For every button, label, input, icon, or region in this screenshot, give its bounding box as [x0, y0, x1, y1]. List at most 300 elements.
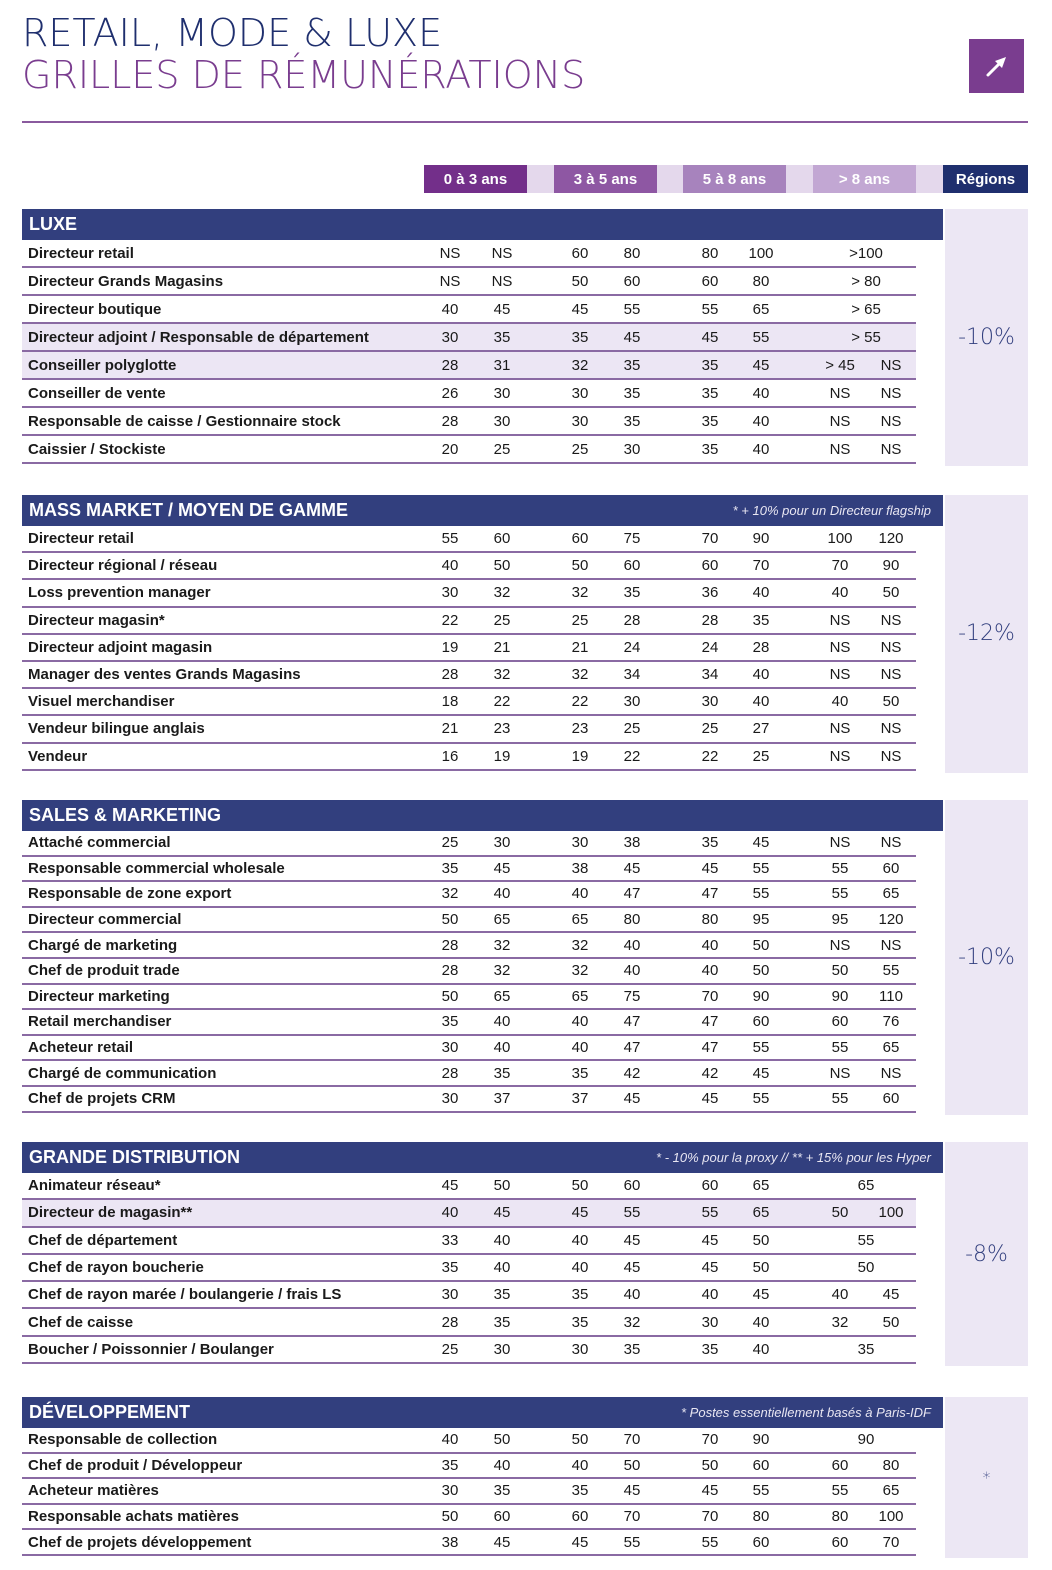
salary-value: 30	[571, 384, 589, 402]
salary-value-gt8: NS	[829, 834, 851, 852]
salary-value-gt8: 76	[882, 1013, 900, 1031]
section-title: LUXE	[29, 214, 78, 234]
salary-value-gt8: 65	[857, 1177, 875, 1195]
job-title: Manager des ventes Grands Magasins	[28, 666, 301, 684]
salary-value: 50	[441, 911, 459, 929]
job-title: Chef de projets CRM	[28, 1090, 176, 1108]
salary-value: 45	[493, 1533, 511, 1551]
job-title: Chef de département	[28, 1231, 178, 1249]
salary-value-gt8: NS	[829, 720, 851, 738]
salary-value: 70	[701, 1508, 719, 1526]
job-title: Directeur boutique	[28, 300, 162, 318]
table-row	[22, 380, 916, 408]
salary-value: 30	[623, 693, 641, 711]
salary-value: 55	[623, 300, 641, 318]
legend-3-5-ans: 3 à 5 ans	[554, 165, 657, 193]
salary-value: 22	[441, 611, 459, 629]
salary-value: 28	[441, 412, 459, 430]
salary-value: 20	[441, 440, 459, 458]
salary-value-gt8: 110	[879, 987, 903, 1005]
salary-value: 45	[623, 328, 641, 346]
salary-value: 80	[623, 911, 641, 929]
salary-value: 25	[441, 834, 459, 852]
salary-value: 80	[752, 272, 770, 290]
job-title: Responsable de collection	[28, 1431, 218, 1449]
salary-value: 28	[441, 666, 459, 684]
salary-value: 60	[571, 1508, 589, 1526]
salary-value: 32	[571, 936, 589, 954]
salary-value: 40	[571, 1456, 589, 1474]
table-row	[22, 352, 916, 380]
salary-value: 45	[571, 1533, 589, 1551]
table-row	[22, 985, 916, 1011]
table-row	[22, 882, 916, 908]
page-title	[22, 12, 585, 96]
region-adjustment: -8%	[945, 1142, 1028, 1366]
salary-value-gt8: 55	[882, 962, 900, 980]
salary-value: 40	[493, 1013, 511, 1031]
salary-value: 70	[752, 557, 770, 575]
job-title: Directeur retail	[28, 244, 134, 262]
salary-value: 60	[623, 557, 641, 575]
salary-value-gt8: 65	[882, 1482, 900, 1500]
salary-value: 75	[623, 987, 641, 1005]
table-row	[22, 662, 916, 689]
job-title: Attaché commercial	[28, 834, 171, 852]
salary-value: 35	[623, 412, 641, 430]
job-title: Acheteur matières	[28, 1482, 159, 1500]
table-row	[22, 436, 916, 464]
table-row	[22, 933, 916, 959]
salary-value: 65	[752, 1177, 770, 1195]
section-title: MASS MARKET / MOYEN DE GAMME	[29, 500, 349, 520]
salary-value: 40	[441, 557, 459, 575]
salary-value: 34	[623, 666, 641, 684]
salary-value-gt8: > 45	[825, 356, 855, 374]
table-row	[22, 959, 916, 985]
salary-value: 35	[623, 356, 641, 374]
job-title: Directeur marketing	[28, 987, 170, 1005]
salary-value: 32	[441, 885, 459, 903]
legend-0-3-ans: 0 à 3 ans	[424, 165, 527, 193]
salary-value: 35	[441, 1456, 459, 1474]
salary-value-gt8: 35	[857, 1340, 875, 1358]
salary-value-gt8: 90	[882, 557, 900, 575]
salary-value: 90	[752, 530, 770, 548]
salary-value: 37	[493, 1090, 511, 1108]
table-row	[22, 608, 916, 635]
section-rows	[22, 831, 916, 1113]
salary-value: 28	[752, 638, 770, 656]
salary-value: 28	[623, 611, 641, 629]
job-title: Directeur régional / réseau	[28, 557, 218, 575]
salary-value: 65	[493, 911, 511, 929]
section-0	[22, 209, 1028, 464]
salary-value-gt8: 65	[882, 1039, 900, 1057]
salary-value: 32	[571, 666, 589, 684]
header-divider	[22, 121, 1028, 123]
salary-value: 28	[441, 962, 459, 980]
salary-value-gt8: 100	[878, 1508, 904, 1526]
salary-value: 45	[623, 1090, 641, 1108]
salary-value: 60	[752, 1456, 770, 1474]
salary-value-gt8: 50	[882, 1313, 900, 1331]
salary-value: 33	[441, 1231, 459, 1249]
salary-value: 50	[752, 936, 770, 954]
salary-value: 50	[701, 1456, 719, 1474]
salary-value-gt8: NS	[880, 412, 902, 430]
salary-value-gt8: 60	[831, 1456, 849, 1474]
region-adjustment: *	[945, 1397, 1028, 1558]
salary-value: 35	[701, 1340, 719, 1358]
title-line-2: GRILLES DE RÉMUNÉRATIONS	[22, 53, 586, 97]
salary-value: 45	[493, 300, 511, 318]
section-footnote: * Postes essentiellement basés à Paris-IDF	[681, 1405, 931, 1420]
salary-value: 38	[571, 859, 589, 877]
salary-value-gt8: 80	[831, 1508, 849, 1526]
salary-value: 60	[701, 272, 719, 290]
job-title: Caissier / Stockiste	[28, 440, 166, 458]
salary-value-gt8: NS	[829, 384, 851, 402]
table-row	[22, 268, 916, 296]
job-title: Responsable de zone export	[28, 885, 232, 903]
salary-value: 40	[493, 1259, 511, 1277]
salary-value: 25	[493, 611, 511, 629]
salary-value: 21	[571, 638, 589, 656]
table-row	[22, 908, 916, 934]
arrow-up-right-icon[interactable]	[969, 39, 1024, 93]
salary-value: 32	[493, 936, 511, 954]
job-title: Chef de rayon boucherie	[28, 1259, 204, 1277]
salary-value-gt8: NS	[880, 440, 902, 458]
salary-value: 50	[441, 1508, 459, 1526]
salary-value: 40	[493, 885, 511, 903]
table-row	[22, 1036, 916, 1062]
salary-value: 38	[441, 1533, 459, 1551]
salary-value-gt8: 55	[831, 885, 849, 903]
salary-value: NS	[439, 244, 461, 262]
job-title: Animateur réseau*	[28, 1177, 161, 1195]
salary-value: 80	[623, 244, 641, 262]
salary-value-gt8: NS	[829, 638, 851, 656]
salary-value: 45	[701, 859, 719, 877]
salary-value: 30	[571, 412, 589, 430]
salary-value-gt8: 55	[831, 1039, 849, 1057]
salary-value: 40	[752, 412, 770, 430]
table-row	[22, 1428, 916, 1454]
salary-value: 40	[752, 1313, 770, 1331]
salary-value: 70	[701, 987, 719, 1005]
salary-value-gt8: NS	[880, 356, 902, 374]
salary-value: 100	[748, 244, 774, 262]
salary-value: 34	[701, 666, 719, 684]
salary-value-gt8: 95	[831, 911, 849, 929]
salary-value: 50	[571, 557, 589, 575]
salary-value: 31	[493, 356, 511, 374]
salary-value-gt8: 100	[878, 1204, 904, 1222]
table-row	[22, 1282, 916, 1309]
salary-value: 35	[493, 1286, 511, 1304]
salary-value: 35	[441, 859, 459, 877]
salary-value: 47	[701, 885, 719, 903]
salary-value-gt8: 40	[831, 1286, 849, 1304]
salary-value: 35	[493, 1313, 511, 1331]
legend-regions: Régions	[943, 165, 1028, 193]
salary-value: 40	[441, 1204, 459, 1222]
salary-value: 40	[441, 1431, 459, 1449]
salary-value: 75	[623, 530, 641, 548]
job-title: Vendeur	[28, 747, 88, 765]
salary-value: 65	[493, 987, 511, 1005]
salary-value: 28	[441, 1064, 459, 1082]
salary-value-gt8: > 65	[851, 300, 881, 318]
table-row	[22, 580, 916, 607]
salary-value: 47	[623, 1013, 641, 1031]
salary-value: 45	[752, 834, 770, 852]
section-header	[22, 1397, 943, 1428]
section-title: DÉVELOPPEMENT	[29, 1402, 191, 1422]
salary-value: 65	[571, 911, 589, 929]
salary-value: 90	[752, 1431, 770, 1449]
salary-value: 45	[701, 1231, 719, 1249]
job-title: Retail merchandiser	[28, 1013, 172, 1031]
salary-value: 25	[701, 720, 719, 738]
salary-value: NS	[491, 244, 513, 262]
salary-value: 45	[701, 328, 719, 346]
salary-value: 55	[752, 859, 770, 877]
job-title: Directeur retail	[28, 530, 134, 548]
salary-value: 19	[441, 638, 459, 656]
salary-value: 60	[493, 1508, 511, 1526]
salary-value: NS	[439, 272, 461, 290]
salary-value-gt8: 50	[882, 693, 900, 711]
salary-value: 55	[701, 300, 719, 318]
legend-gt-8-ans: > 8 ans	[813, 165, 916, 193]
section-title: GRANDE DISTRIBUTION	[29, 1147, 240, 1167]
salary-value: 55	[752, 1039, 770, 1057]
job-title: Responsable achats matières	[28, 1508, 239, 1526]
salary-value: 45	[441, 1177, 459, 1195]
salary-value: 40	[493, 1231, 511, 1249]
salary-value: 30	[441, 1286, 459, 1304]
job-title: Loss prevention manager	[28, 584, 211, 602]
section-rows	[22, 1428, 916, 1556]
salary-value: 50	[571, 272, 589, 290]
salary-value: 70	[623, 1508, 641, 1526]
salary-value: 40	[752, 440, 770, 458]
salary-value: 24	[701, 638, 719, 656]
table-row	[22, 1200, 916, 1227]
salary-value: 35	[623, 584, 641, 602]
job-title: Responsable commercial wholesale	[28, 859, 285, 877]
salary-value: 25	[623, 720, 641, 738]
salary-value-gt8: NS	[880, 611, 902, 629]
salary-value: 45	[752, 356, 770, 374]
job-title: Chef de rayon marée / boulangerie / frais LS	[28, 1286, 342, 1304]
salary-value: 45	[701, 1090, 719, 1108]
region-adjustment: -12%	[945, 495, 1028, 773]
salary-value: 60	[623, 1177, 641, 1195]
salary-value: 35	[441, 1259, 459, 1277]
salary-value: 60	[571, 244, 589, 262]
salary-value-gt8: NS	[880, 720, 902, 738]
salary-value: 25	[441, 1340, 459, 1358]
salary-value-gt8: 90	[831, 987, 849, 1005]
salary-value-gt8: 32	[831, 1313, 849, 1331]
salary-value: 30	[441, 328, 459, 346]
section-header	[22, 1142, 943, 1173]
salary-value: 35	[571, 1313, 589, 1331]
salary-value: 45	[571, 300, 589, 318]
salary-value: 45	[571, 1204, 589, 1222]
salary-value: 19	[571, 747, 589, 765]
table-row	[22, 1173, 916, 1200]
salary-value: 45	[623, 1482, 641, 1500]
job-title: Chef de projets développement	[28, 1533, 252, 1551]
table-row	[22, 408, 916, 436]
salary-value-gt8: 50	[831, 962, 849, 980]
salary-value: 65	[752, 1204, 770, 1222]
salary-value-gt8: 120	[878, 911, 904, 929]
salary-value: 45	[623, 1231, 641, 1249]
experience-legend	[424, 165, 1028, 193]
salary-value: 36	[701, 584, 719, 602]
salary-value: 25	[493, 440, 511, 458]
salary-value-gt8: >100	[849, 244, 883, 262]
job-title: Directeur adjoint / Responsable de département	[28, 328, 369, 346]
salary-value: 22	[571, 693, 589, 711]
arrow-glyph-icon	[982, 51, 1012, 81]
salary-value: 40	[623, 1286, 641, 1304]
table-row	[22, 1061, 916, 1087]
salary-value-gt8: 100	[827, 530, 853, 548]
section-footnote: * - 10% pour la proxy // ** + 15% pour les Hyper	[656, 1150, 931, 1165]
section-3	[22, 1142, 1028, 1364]
salary-value: 70	[701, 530, 719, 548]
salary-value-gt8: NS	[880, 384, 902, 402]
salary-value: 35	[571, 1064, 589, 1082]
salary-value: 35	[701, 834, 719, 852]
table-row	[22, 526, 916, 553]
salary-value: 32	[571, 962, 589, 980]
table-row	[22, 744, 916, 771]
region-adjustment: -10%	[945, 800, 1028, 1115]
section-rows	[22, 1173, 916, 1364]
table-row	[22, 1479, 916, 1505]
salary-value: 50	[493, 1431, 511, 1449]
salary-value: 40	[752, 693, 770, 711]
salary-value: 23	[493, 720, 511, 738]
table-row	[22, 553, 916, 580]
salary-value-gt8: NS	[880, 1064, 902, 1082]
job-title: Chargé de marketing	[28, 936, 178, 954]
salary-value: 40	[493, 1039, 511, 1057]
section-footnote: * + 10% pour un Directeur flagship	[732, 503, 931, 518]
section-rows	[22, 526, 916, 771]
salary-value-gt8: 40	[831, 693, 849, 711]
salary-value: 35	[571, 1482, 589, 1500]
salary-value: 30	[441, 584, 459, 602]
salary-value-gt8: 50	[831, 1204, 849, 1222]
salary-value: 40	[623, 936, 641, 954]
salary-value: 30	[441, 1090, 459, 1108]
salary-value: 32	[493, 962, 511, 980]
salary-value: 30	[493, 834, 511, 852]
salary-value: 45	[493, 1204, 511, 1222]
salary-value: 47	[701, 1013, 719, 1031]
salary-value: 22	[493, 693, 511, 711]
salary-value: 35	[493, 1482, 511, 1500]
salary-value: 60	[752, 1533, 770, 1551]
salary-value-gt8: 65	[882, 885, 900, 903]
section-1	[22, 495, 1028, 771]
salary-value: 60	[701, 1177, 719, 1195]
legend-5-8-ans: 5 à 8 ans	[683, 165, 786, 193]
table-row	[22, 1337, 916, 1364]
salary-value: 32	[493, 666, 511, 684]
salary-value: 32	[623, 1313, 641, 1331]
salary-value: 40	[752, 1340, 770, 1358]
salary-value: 45	[752, 1064, 770, 1082]
salary-value-gt8: NS	[829, 1064, 851, 1082]
salary-value: 21	[493, 638, 511, 656]
salary-value: 70	[701, 1431, 719, 1449]
salary-value: 28	[701, 611, 719, 629]
table-row	[22, 1228, 916, 1255]
salary-value: 47	[623, 1039, 641, 1057]
salary-value-gt8: > 80	[851, 272, 881, 290]
salary-value: 90	[752, 987, 770, 1005]
salary-value: 40	[571, 885, 589, 903]
salary-value: 55	[752, 885, 770, 903]
salary-value: 35	[571, 328, 589, 346]
salary-value: 26	[441, 384, 459, 402]
salary-value: 30	[571, 834, 589, 852]
salary-value: 55	[701, 1533, 719, 1551]
salary-value: 37	[571, 1090, 589, 1108]
salary-value: 45	[623, 1259, 641, 1277]
salary-value-gt8: NS	[829, 747, 851, 765]
salary-value: 50	[752, 962, 770, 980]
salary-value: 35	[701, 440, 719, 458]
salary-value: 45	[493, 859, 511, 877]
salary-value: 65	[752, 300, 770, 318]
salary-value-gt8: 55	[857, 1231, 875, 1249]
salary-value: 40	[571, 1259, 589, 1277]
salary-value: 40	[701, 1286, 719, 1304]
salary-value: 25	[571, 440, 589, 458]
salary-value: 24	[623, 638, 641, 656]
salary-value: 38	[623, 834, 641, 852]
salary-value-gt8: NS	[829, 666, 851, 684]
salary-value: 40	[701, 936, 719, 954]
salary-value-gt8: 80	[882, 1456, 900, 1474]
salary-value-gt8: NS	[880, 638, 902, 656]
salary-value: 95	[752, 911, 770, 929]
salary-value: 25	[752, 747, 770, 765]
salary-value: 65	[571, 987, 589, 1005]
salary-value: 80	[752, 1508, 770, 1526]
salary-value: 60	[571, 530, 589, 548]
salary-value-gt8: 60	[882, 1090, 900, 1108]
salary-value-gt8: > 55	[851, 328, 881, 346]
salary-value: 50	[493, 557, 511, 575]
salary-value: 55	[701, 1204, 719, 1222]
salary-value-gt8: 60	[831, 1533, 849, 1551]
table-row	[22, 296, 916, 324]
salary-value: 22	[623, 747, 641, 765]
job-title: Visuel merchandiser	[28, 693, 175, 711]
